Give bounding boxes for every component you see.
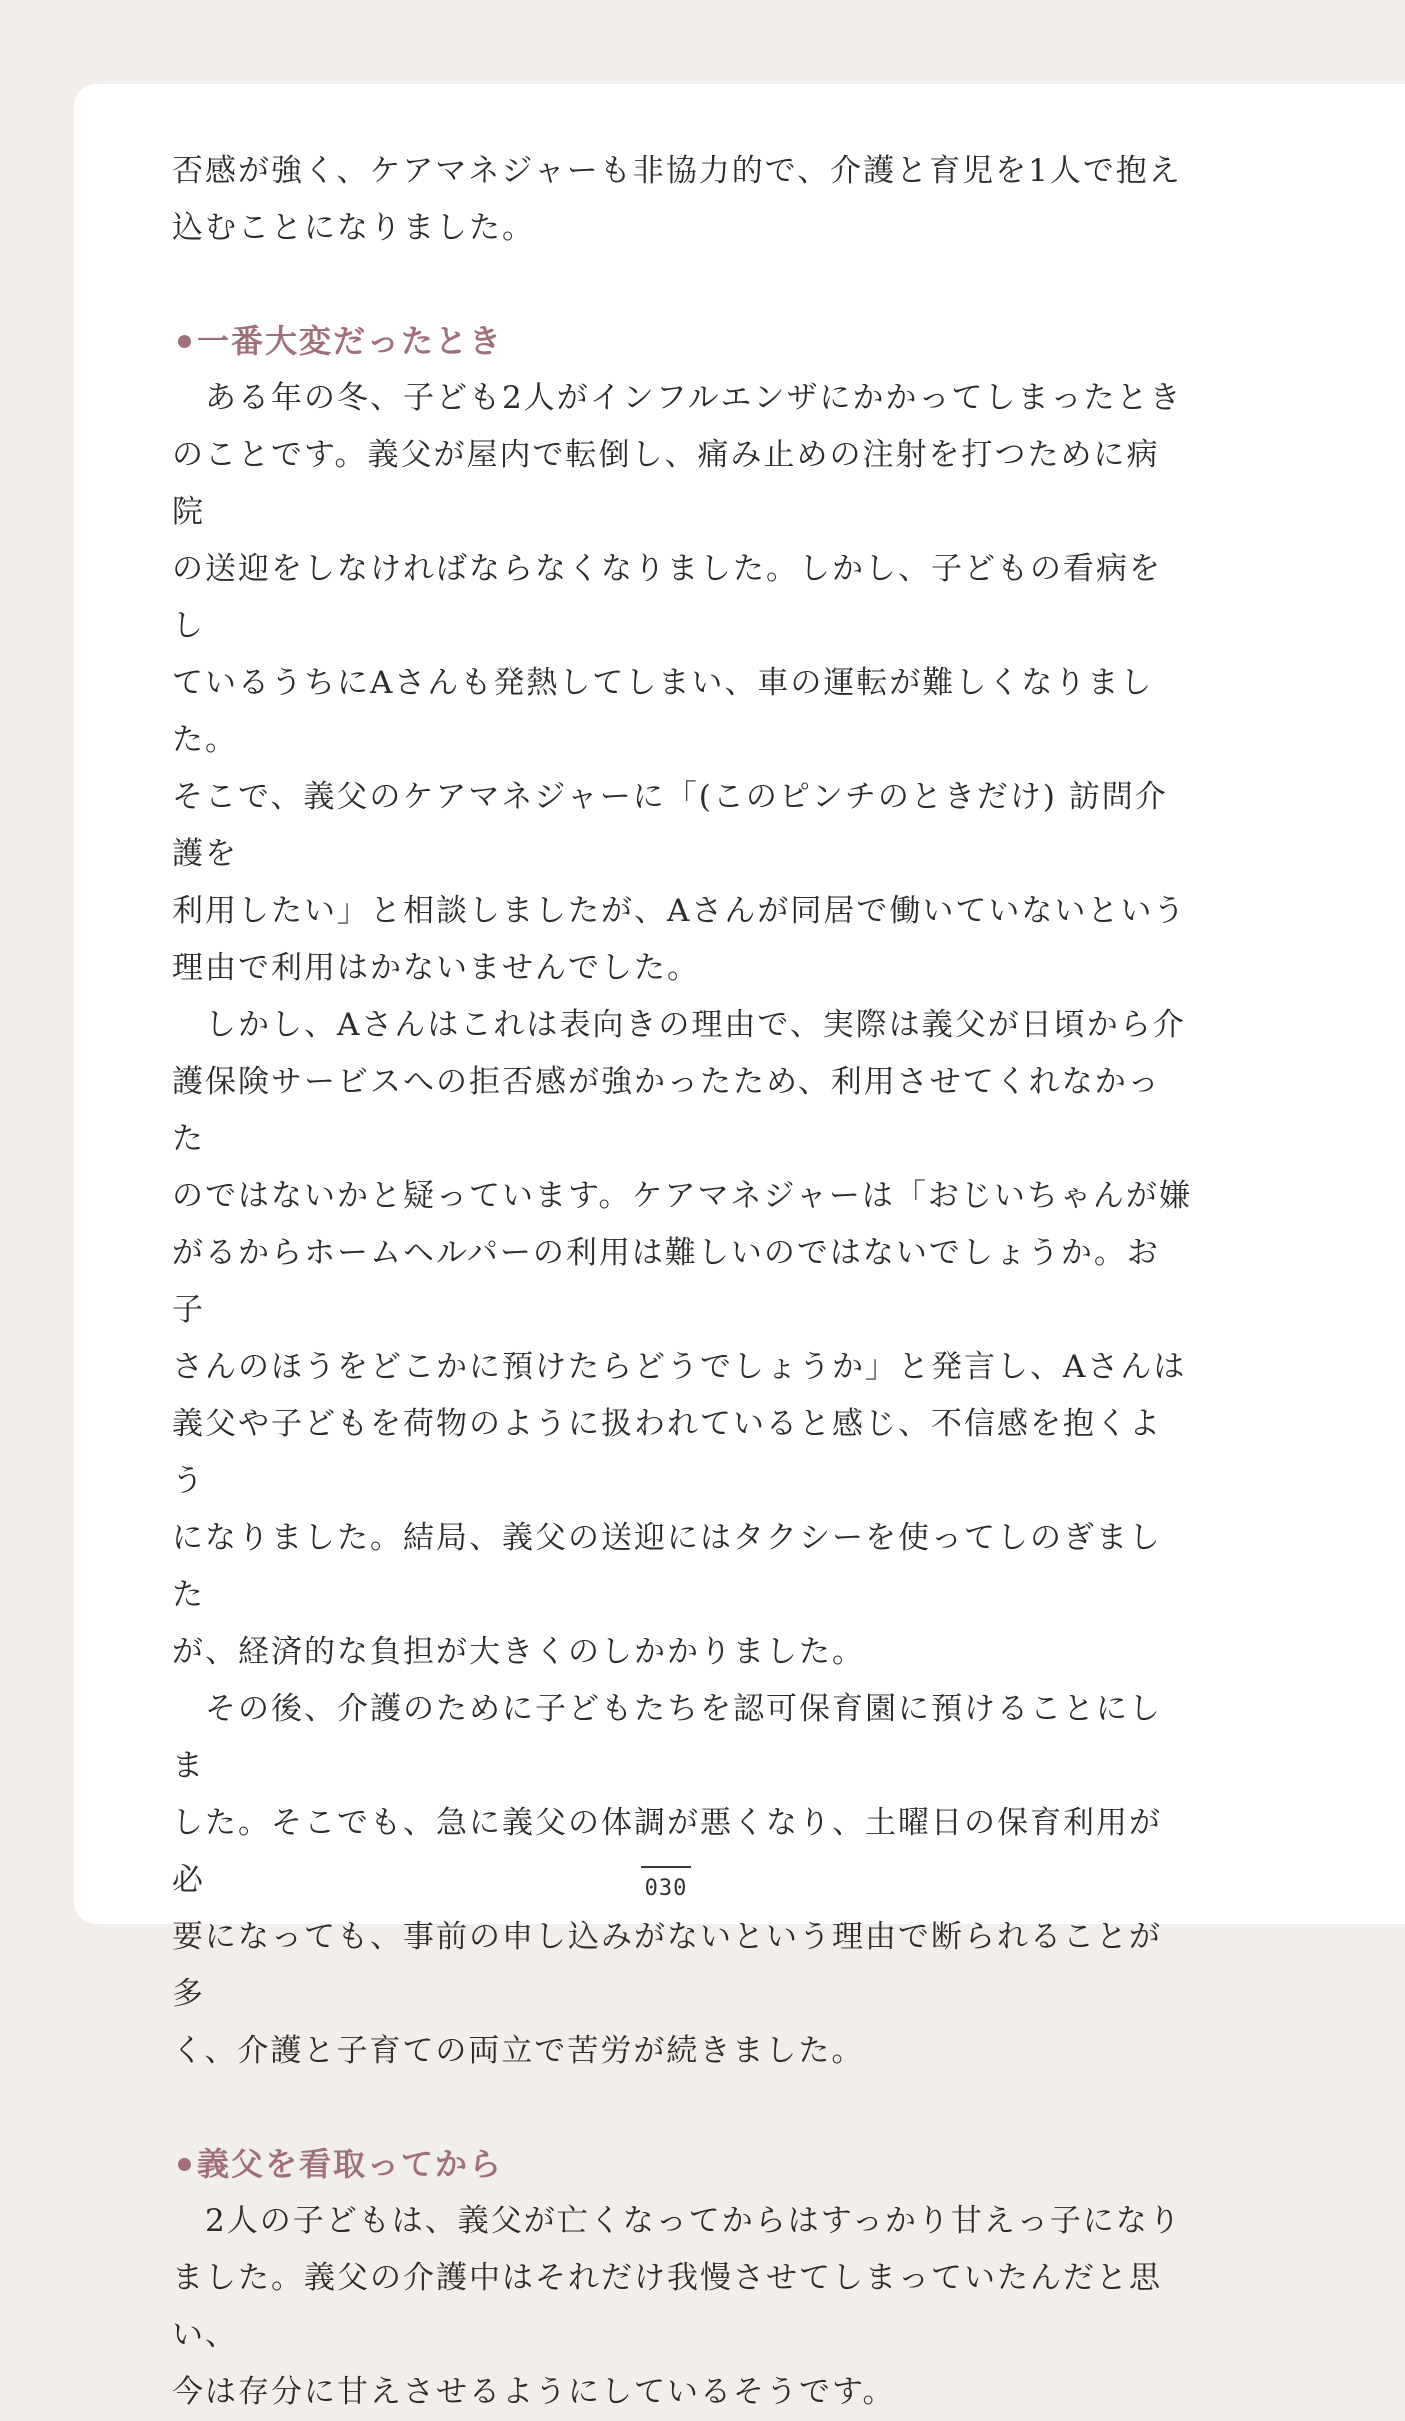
- section1-paragraph-1: ある年の冬、子ども2人がインフルエンザにかかってしまったとき のことです。義父が屋内で転倒し、痛み止めの注射を打つために病院 の送迎をしなければならなくなりました。しかし、子どもの看病をし ているうちにAさんも発熱してしまい、車の運転が難しくなりました。 そこで、義父のケアマネジャーに「(このピンチのときだけ) 訪問介護を 利用したい」と相談しましたが、Aさんが同居で働いていないという 理由で利用はかないませんでした。: [172, 380, 1187, 986]
- intro-paragraph: 否感が強く、ケアマネジャーも非協力的で、介護と育児を1人で抱え 込むことになりました。: [172, 153, 1182, 246]
- bullet-icon: [178, 2158, 191, 2171]
- section1-paragraph-2: しかし、Aさんはこれは表向きの理由で、実際は義父が日頃から介 護保険サービスへの拒否感が強かったため、利用させてくれなかった のではないかと疑っています。ケアマネジャーは「おじいちゃんが嫌 がるからホームヘルパーの利用は難しいのではないでしょうか。お子 さんのほうをどこかに預けたらどうでしょうか」と発言し、Aさんは 義父や子どもを荷物のように扱われていると感じ、不信感を抱くよう になりました。結局、義父の送迎にはタクシーを使ってしのぎました が、経済的な負担が大きくのしかかりました。: [172, 1007, 1192, 1670]
- page-number: 030: [644, 1876, 688, 1901]
- section2-paragraph-1: 2人の子どもは、義父が亡くなってからはすっかり甘えっ子になり ました。義父の介護中はそれだけ我慢させてしまっていたんだと思い、 今は存分に甘えさせるようにしているそうです。: [172, 2203, 1182, 2410]
- article-body: [172, 143, 1192, 2421]
- section-heading-after-passing: [172, 2136, 1192, 2193]
- section-heading-text: 義父を看取ってから: [197, 2145, 504, 2183]
- page-number-rule: [641, 1866, 691, 1868]
- bullet-icon: [178, 335, 191, 348]
- section-gap: [172, 257, 1192, 313]
- section1-paragraph-3: その後、介護のために子どもたちを認可保育園に預けることにしま した。そこでも、急に義父の体調が悪くなり、土曜日の保育利用が必 要になっても、事前の申し込みがないという理由で断られることが多 く、介護と子育ての両立で苦労が続きました。: [172, 1691, 1162, 2069]
- section-heading-text: 一番大変だったとき: [197, 322, 504, 360]
- section-heading-hardest-time: [172, 313, 1192, 370]
- section-gap: [172, 2080, 1192, 2136]
